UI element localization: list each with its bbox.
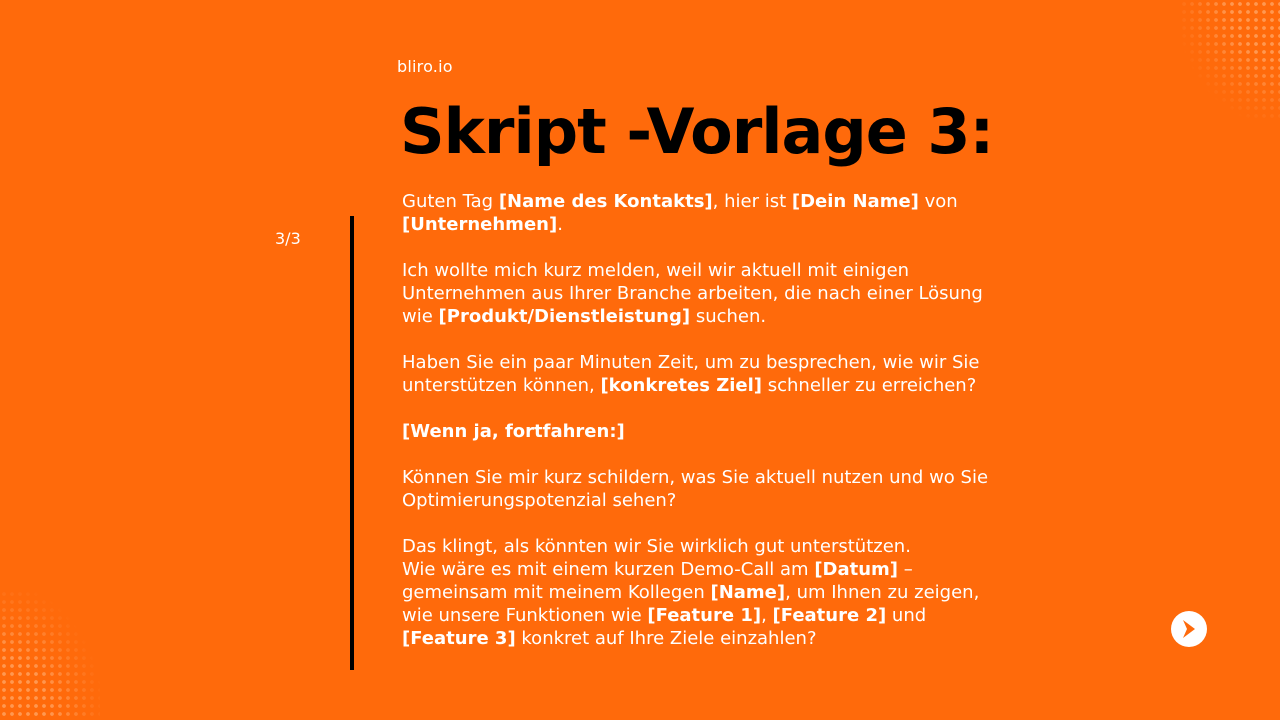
placeholder-unternehmen: [Unternehmen] [402,214,558,235]
script-closing: Das klingt, als könnten wir Sie wirklich gut unterstützen. Wie wäre es mit einem kurzen Demo-Call am [Datum] – gemeinsam mit meinem Kollegen [Name], um Ihnen zu zeigen, wie unsere Funktionen wie [Feature 1], [Feature 2] und [Feature 3] konkret auf Ihre Ziele einzahlen? [402,536,980,649]
decorative-dots-top-right [1180,0,1280,120]
placeholder-konkretes-ziel: [konkretes Ziel] [600,375,763,396]
placeholder-feature-3: [Feature 3] [402,628,516,649]
script-condition: [Wenn ja, fortfahren:] [402,421,625,442]
chevron-right-icon [1180,619,1198,639]
vertical-divider [350,216,354,670]
script-body [402,190,1012,650]
placeholder-produkt: [Produkt/Dienstleistung] [438,306,691,327]
placeholder-feature-1: [Feature 1] [647,605,762,626]
decorative-dots-bottom-left [0,590,100,720]
next-slide-button[interactable] [1171,611,1207,647]
script-followup: Können Sie mir kurz schildern, was Sie aktuell nutzen und wo Sie Optimierungspotenzial sehen? [402,467,989,511]
brand-label: bliro.io [397,57,453,76]
script-greeting: Guten Tag [Name des Kontakts], hier ist [Dein Name] von [Unternehmen]. [402,191,958,235]
script-intro: Ich wollte mich kurz melden, weil wir aktuell mit einigen Unternehmen aus Ihrer Branche arbeiten, die nach einer Lösung wie [Produkt/Dienstleistung] suchen. [402,260,983,327]
page-indicator: 3/3 [275,229,301,248]
placeholder-name-des-kontakts: [Name des Kontakts] [498,191,713,212]
script-question: Haben Sie ein paar Minuten Zeit, um zu besprechen, wie wir Sie unterstützen können, [konkretes Ziel] schneller zu erreichen? [402,352,980,396]
placeholder-datum: [Datum] [814,559,899,580]
placeholder-name: [Name] [710,582,786,603]
placeholder-dein-name: [Dein Name] [791,191,919,212]
page-title: Skript -Vorlage 3: [400,95,994,168]
placeholder-feature-2: [Feature 2] [772,605,887,626]
